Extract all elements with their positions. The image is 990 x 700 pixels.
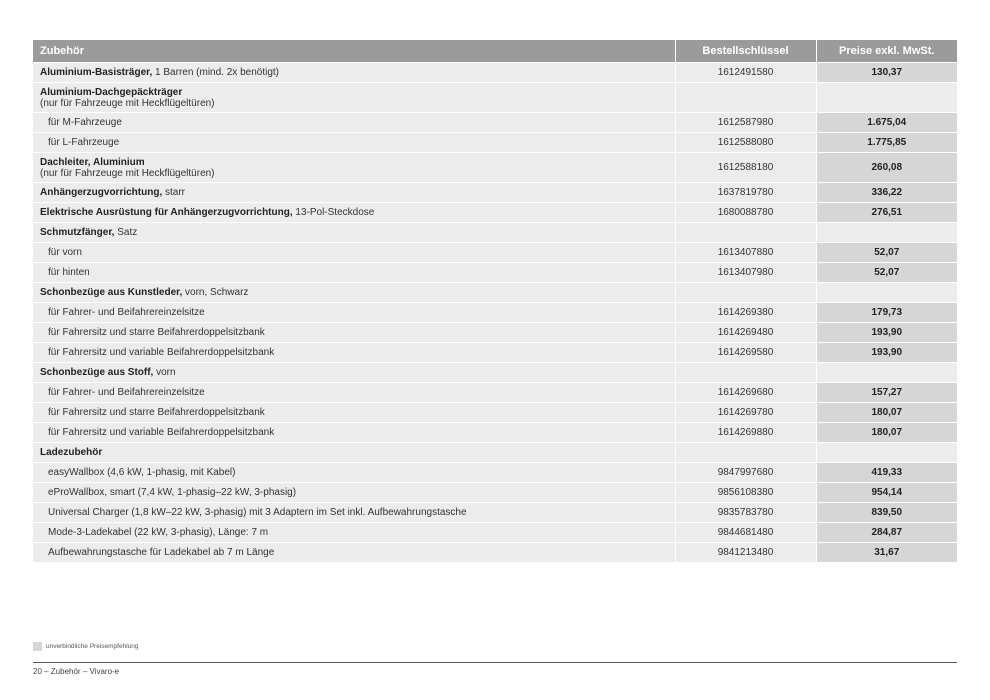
item-detail: 1 Barren (mind. 2x benötigt) xyxy=(152,67,279,78)
table-body xyxy=(33,63,957,563)
table-row xyxy=(33,263,957,283)
cell-price: 193,90 xyxy=(816,323,957,343)
legend-swatch xyxy=(33,642,42,651)
table-header-row xyxy=(33,40,957,63)
cell-price: 193,90 xyxy=(816,343,957,363)
item-label: eProWallbox, smart (7,4 kW, 1-phasig–22 kW, 3-phasig) xyxy=(48,487,297,498)
cell-order-key xyxy=(675,283,816,303)
cell-order-key: 1614269680 xyxy=(675,383,816,403)
item-label: für Fahrer- und Beifahrereinzelsitze xyxy=(48,387,205,398)
item-name: Aluminium-Basisträger, xyxy=(40,67,153,78)
cell-order-key: 1614269880 xyxy=(675,423,816,443)
item-label: easyWallbox (4,6 kW, 1-phasig, mit Kabel) xyxy=(48,467,236,478)
item-label: Universal Charger (1,8 kW–22 kW, 3-phasig) mit 3 Adaptern im Set inkl. Aufbewahrungstasche xyxy=(48,507,467,518)
item-name: Anhängerzugvorrichtung, xyxy=(40,187,163,198)
cell-order-key: 9844681480 xyxy=(675,523,816,543)
item-label: für Fahrersitz und variable Beifahrerdoppelsitzbank xyxy=(48,347,275,358)
table-row xyxy=(33,363,957,383)
cell-order-key: 9835783780 xyxy=(675,503,816,523)
table-row xyxy=(33,203,957,223)
item-detail: 13-Pol-Steckdose xyxy=(292,207,375,218)
cell-price: 52,07 xyxy=(816,263,957,283)
header-order-key: Bestellschlüssel xyxy=(675,40,816,63)
cell-accessory xyxy=(33,463,675,483)
item-note: (nur für Fahrzeuge mit Heckflügeltüren) xyxy=(40,97,215,109)
item-name: Aluminium-Dachgepäckträger xyxy=(40,86,183,98)
item-label: Aufbewahrungstasche für Ladekabel ab 7 m Länge xyxy=(48,547,275,558)
cell-price: 260,08 xyxy=(816,153,957,183)
cell-accessory xyxy=(33,183,675,203)
table-row xyxy=(33,133,957,153)
item-name: Schonbezüge aus Stoff, xyxy=(40,367,154,378)
item-label: für L-Fahrzeuge xyxy=(48,137,120,148)
table-row xyxy=(33,183,957,203)
cell-order-key xyxy=(675,223,816,243)
item-label: für vorn xyxy=(48,247,82,258)
cell-order-key: 1614269480 xyxy=(675,323,816,343)
cell-order-key: 1613407880 xyxy=(675,243,816,263)
cell-price: 1.775,85 xyxy=(816,133,957,153)
cell-accessory xyxy=(33,523,675,543)
item-detail: Satz xyxy=(114,227,138,238)
item-label: für Fahrersitz und starre Beifahrerdoppelsitzbank xyxy=(48,327,265,338)
cell-accessory xyxy=(33,113,675,133)
table-row xyxy=(33,483,957,503)
table-row xyxy=(33,503,957,523)
item-detail: vorn, Schwarz xyxy=(182,287,249,298)
cell-accessory xyxy=(33,343,675,363)
cell-price: 31,67 xyxy=(816,543,957,563)
cell-price: 839,50 xyxy=(816,503,957,523)
cell-accessory xyxy=(33,403,675,423)
item-name: Schonbezüge aus Kunstleder, xyxy=(40,287,183,298)
cell-accessory xyxy=(33,133,675,153)
item-label: für Fahrersitz und variable Beifahrerdoppelsitzbank xyxy=(48,427,275,438)
item-name: Elektrische Ausrüstung für Anhängerzugvorrichtung, xyxy=(40,207,293,218)
item-name: Schmutzfänger, xyxy=(40,227,115,238)
cell-price: 276,51 xyxy=(816,203,957,223)
cell-accessory xyxy=(33,203,675,223)
table-row xyxy=(33,543,957,563)
cell-order-key: 1612491580 xyxy=(675,63,816,83)
item-label: für Fahrer- und Beifahrereinzelsitze xyxy=(48,307,205,318)
cell-order-key: 1680088780 xyxy=(675,203,816,223)
cell-order-key: 1614269580 xyxy=(675,343,816,363)
legend-label: unverbindliche Preisempfehlung xyxy=(46,643,139,650)
item-name: Ladezubehör xyxy=(40,447,103,458)
cell-price: 954,14 xyxy=(816,483,957,503)
cell-order-key: 1612587980 xyxy=(675,113,816,133)
cell-accessory xyxy=(33,363,675,383)
cell-order-key xyxy=(675,363,816,383)
cell-accessory xyxy=(33,503,675,523)
cell-accessory xyxy=(33,243,675,263)
cell-price xyxy=(816,83,957,113)
cell-accessory xyxy=(33,283,675,303)
table-row xyxy=(33,463,957,483)
item-label: für M-Fahrzeuge xyxy=(48,117,122,128)
table-row xyxy=(33,323,957,343)
cell-accessory xyxy=(33,83,675,113)
item-name: Dachleiter, Aluminium xyxy=(40,156,145,168)
cell-accessory xyxy=(33,223,675,243)
cell-accessory xyxy=(33,63,675,83)
cell-accessory xyxy=(33,153,675,183)
footer-divider xyxy=(33,662,957,663)
cell-price: 284,87 xyxy=(816,523,957,543)
cell-order-key: 1614269780 xyxy=(675,403,816,423)
cell-accessory xyxy=(33,323,675,343)
page-footer: 20 – Zubehör – Vivaro-e xyxy=(33,667,120,676)
cell-price: 179,73 xyxy=(816,303,957,323)
cell-price xyxy=(816,363,957,383)
cell-accessory xyxy=(33,483,675,503)
header-price: Preise exkl. MwSt. xyxy=(816,40,957,63)
cell-order-key: 1612588080 xyxy=(675,133,816,153)
table-row xyxy=(33,343,957,363)
cell-price xyxy=(816,223,957,243)
item-detail: vorn xyxy=(153,367,176,378)
table-row xyxy=(33,423,957,443)
cell-order-key: 1637819780 xyxy=(675,183,816,203)
table-row xyxy=(33,243,957,263)
accessories-price-table xyxy=(33,40,957,562)
cell-price: 157,27 xyxy=(816,383,957,403)
item-label: Mode-3-Ladekabel (22 kW, 3-phasig), Länge: 7 m xyxy=(48,527,269,538)
cell-accessory xyxy=(33,383,675,403)
cell-price: 180,07 xyxy=(816,423,957,443)
item-label: für Fahrersitz und starre Beifahrerdoppelsitzbank xyxy=(48,407,265,418)
cell-price: 180,07 xyxy=(816,403,957,423)
table-row xyxy=(33,403,957,423)
cell-accessory xyxy=(33,303,675,323)
cell-price: 419,33 xyxy=(816,463,957,483)
cell-price xyxy=(816,283,957,303)
cell-accessory xyxy=(33,263,675,283)
cell-order-key: 1613407980 xyxy=(675,263,816,283)
item-label: für hinten xyxy=(48,267,90,278)
cell-price xyxy=(816,443,957,463)
legend xyxy=(33,642,139,651)
item-note: (nur für Fahrzeuge mit Heckflügeltüren) xyxy=(40,167,215,179)
cell-accessory xyxy=(33,423,675,443)
table-row xyxy=(33,523,957,543)
cell-price: 336,22 xyxy=(816,183,957,203)
cell-price: 52,07 xyxy=(816,243,957,263)
header-accessory: Zubehör xyxy=(33,40,675,63)
table-row xyxy=(33,303,957,323)
table-row xyxy=(33,283,957,303)
table-row xyxy=(33,443,957,463)
cell-order-key: 9856108380 xyxy=(675,483,816,503)
cell-accessory xyxy=(33,443,675,463)
cell-order-key: 9847997680 xyxy=(675,463,816,483)
cell-price: 130,37 xyxy=(816,63,957,83)
cell-order-key xyxy=(675,443,816,463)
cell-order-key: 1614269380 xyxy=(675,303,816,323)
table-row xyxy=(33,113,957,133)
table-row xyxy=(33,223,957,243)
cell-price: 1.675,04 xyxy=(816,113,957,133)
cell-order-key: 1612588180 xyxy=(675,153,816,183)
cell-accessory xyxy=(33,543,675,563)
cell-order-key: 9841213480 xyxy=(675,543,816,563)
table-row xyxy=(33,153,957,183)
cell-order-key xyxy=(675,83,816,113)
table-row xyxy=(33,383,957,403)
table-row xyxy=(33,83,957,113)
item-detail: starr xyxy=(162,187,186,198)
table-row xyxy=(33,63,957,83)
